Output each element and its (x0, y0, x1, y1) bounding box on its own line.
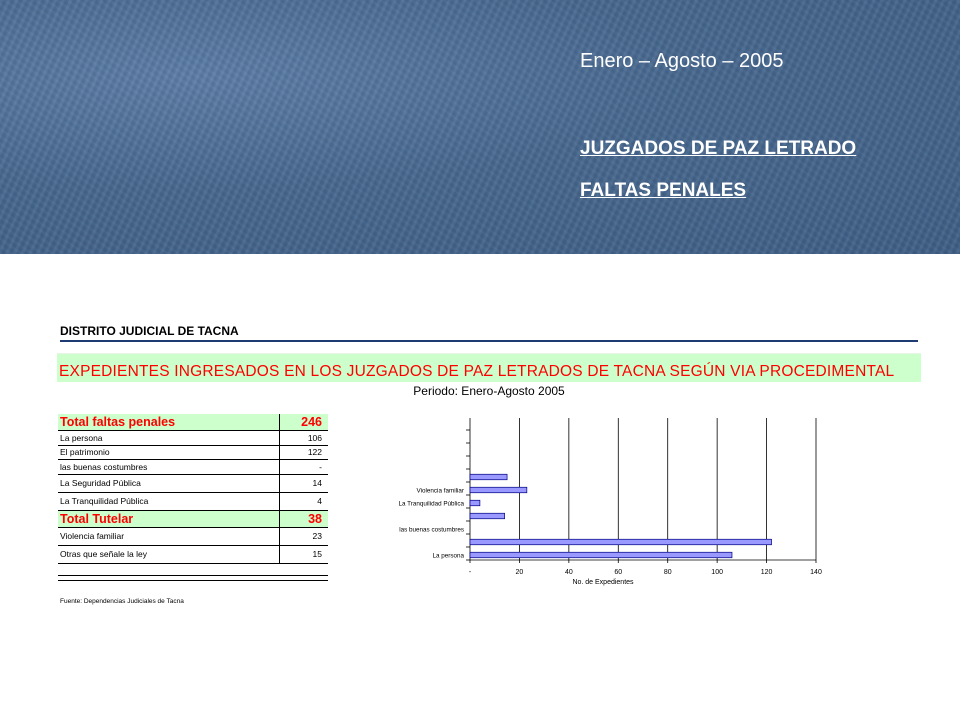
table-cell-value: 106 (280, 431, 329, 446)
table-cell-label: Violencia familiar (58, 527, 280, 545)
table-cell-value: 38 (280, 510, 329, 527)
x-tick-label: 40 (564, 569, 573, 576)
banner-heading-juzgados: JUZGADOS DE PAZ LETRADO (580, 138, 857, 159)
banner-period: Enero – Agosto – 2005 (580, 50, 784, 72)
table-cell-value: 15 (280, 545, 329, 563)
table-row-total-tutelar (58, 510, 328, 527)
data-table (58, 414, 328, 564)
banner-heading-faltas: FALTAS PENALES (580, 180, 747, 201)
report-title: EXPEDIENTES INGRESADOS EN LOS JUZGADOS DE PAZ LETRADOS DE TACNA SEGÚN VIA PROCEDIMENTAL (59, 363, 895, 380)
table-cell-value: 14 (280, 474, 329, 492)
table-cell-value: 4 (280, 492, 329, 510)
bar (470, 474, 507, 480)
table-cell-label: Otras que señale la ley (58, 545, 280, 563)
x-tick-label: 80 (663, 569, 672, 576)
table-row (58, 474, 328, 492)
table-cell-value: - (280, 460, 329, 475)
table-row (58, 445, 328, 460)
bar (470, 487, 527, 493)
x-tick-label: 120 (760, 569, 773, 576)
table-cell-label: Total faltas penales (58, 414, 280, 431)
header-banner (0, 0, 960, 254)
bar (470, 539, 772, 545)
x-tick-label: 100 (711, 569, 723, 576)
table-row (58, 460, 328, 475)
table-row-total-faltas (58, 414, 328, 431)
table-cell-label: La Seguridad Pública (58, 474, 280, 492)
table-row (58, 527, 328, 545)
x-axis-title: No. de Expedientes (572, 579, 634, 586)
x-tick-label: - (468, 569, 472, 576)
x-tick-label: 60 (614, 569, 623, 576)
table-row (58, 431, 328, 446)
table-cell-label: Total Tutelar (58, 510, 280, 527)
table-cell-value: 122 (280, 445, 329, 460)
table-row (58, 492, 328, 510)
district-title: DISTRITO JUDICIAL DE TACNA (60, 324, 918, 342)
table-closing-rule (58, 575, 328, 581)
report-title-bar (57, 353, 921, 382)
bar (470, 552, 732, 558)
table-row (58, 545, 328, 563)
bar (470, 513, 505, 519)
bar (470, 500, 480, 506)
y-tick-label: Violencia familiar (416, 487, 464, 495)
report-period: Periodo: Enero-Agosto 2005 (413, 384, 565, 398)
table-cell-value: 246 (280, 414, 329, 431)
table-cell-label: las buenas costumbres (58, 460, 280, 475)
table-cell-label: La Tranquilidad Pública (58, 492, 280, 510)
y-tick-label: las buenas costumbres (399, 526, 464, 534)
y-tick-label: La Tranquilidad Pública (398, 500, 464, 508)
x-tick-label: 140 (810, 569, 822, 576)
x-tick-label: 20 (515, 569, 524, 576)
bar-chart (375, 410, 835, 590)
table-cell-label: La persona (58, 431, 280, 446)
source-note: Fuente: Dependencias Judiciales de Tacna (60, 598, 184, 605)
table-cell-value: 23 (280, 527, 329, 545)
table-cell-label: El patrimonio (58, 445, 280, 460)
y-tick-label: La persona (432, 552, 464, 560)
